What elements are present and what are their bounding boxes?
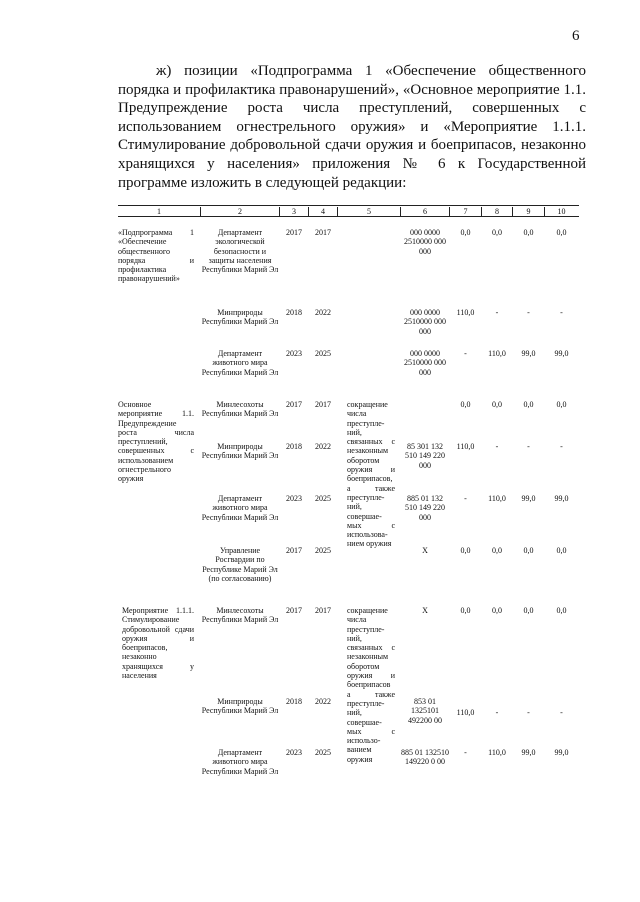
- row-value-7: 110,0: [456, 708, 475, 717]
- row-year-end: 2022: [315, 442, 331, 451]
- row-value-9: 0,0: [523, 606, 534, 615]
- row-value-8: -: [495, 442, 499, 451]
- col-header-4: 4: [321, 207, 325, 216]
- row-value-8: 110,0: [488, 349, 506, 358]
- col-header-6: 6: [423, 207, 427, 216]
- row-value-9: -: [527, 442, 530, 451]
- row-year-start: 2018: [286, 697, 302, 706]
- row-value-8: 110,0: [488, 748, 506, 757]
- row-budget-code: 885 01 132510 149220 0 00: [401, 748, 449, 767]
- row-value-7: -: [464, 494, 467, 503]
- row-name-meropriyatie: Мероприятие 1.1.1. Стимулирование добровольной сдачи оружия и боеприпасов, незаконно хранящихся у населения: [122, 606, 194, 681]
- row-executor: Департамент животного мира Республики Марий Эл: [201, 494, 279, 522]
- row-value-9: -: [527, 308, 530, 317]
- row-value-10: -: [560, 442, 563, 451]
- row-value-9: 0,0: [523, 228, 534, 237]
- row-executor: Минприроды Республики Марий Эл: [201, 697, 279, 716]
- row-value-7: 0,0: [460, 606, 471, 615]
- row-budget-code: 000 0000 2510000 000 000: [404, 228, 446, 256]
- row-value-8: -: [495, 708, 499, 717]
- row-year-end: 2022: [315, 308, 331, 317]
- row-value-9: 99,0: [521, 349, 536, 358]
- row-value-10: 99,0: [554, 494, 569, 503]
- row-value-8: 0,0: [492, 546, 502, 555]
- row-value-8: 110,0: [488, 494, 506, 503]
- page-number: 6: [572, 28, 580, 44]
- row-year-end: 2025: [315, 349, 331, 358]
- row-value-8: 0,0: [492, 400, 502, 409]
- row-value-7: 110,0: [456, 308, 475, 317]
- row-executor: Минприроды Республики Марий Эл: [201, 308, 279, 327]
- intro-text: [118, 62, 586, 192]
- row-value-8: 0,0: [492, 228, 502, 237]
- row-value-10: 99,0: [554, 349, 569, 358]
- intro-paragraph: ж) позиции «Подпрограмма 1 «Обеспечение общественного порядка и профилактика правонарушений», «Основное мероприятие 1.1. Предупреждение роста числа преступлений, совершенных с использованием огнестрельного оружия» и «Мероприятие 1.1.1. Стимулирование добровольной сдачи оружия и боеприпасов, незаконно хранящихся у населения» приложения № 6 к Государственной программе изложить в следующей редакции:: [118, 63, 586, 191]
- row-year-start: 2017: [286, 546, 302, 555]
- row-value-8: -: [495, 308, 499, 317]
- row-value-9: 99,0: [521, 494, 536, 503]
- row-value-10: 0,0: [556, 546, 567, 555]
- row-value-8: 0,0: [492, 606, 502, 615]
- row-budget-code: 85 301 132 510 149 220 000: [405, 442, 445, 470]
- row-year-end: 2017: [315, 400, 331, 409]
- row-budget-code: X: [422, 606, 428, 615]
- col-header-3: 3: [292, 207, 296, 216]
- row-target-indicator: сокращение числа преступле- ний, связанных с незаконным оборотом оружия и боеприпасов, а также преступле- ний, совершае- мых с использова- нием оружия: [347, 400, 395, 549]
- row-value-7: 110,0: [456, 442, 475, 451]
- row-year-start: 2017: [286, 400, 302, 409]
- row-value-9: 0,0: [523, 400, 534, 409]
- row-value-9: -: [527, 708, 530, 717]
- row-year-start: 2023: [286, 349, 302, 358]
- row-value-7: -: [464, 748, 467, 757]
- row-executor: Департамент экологической безопасности и защиты населения Республики Марий Эл: [201, 228, 279, 275]
- col-header-10: 10: [557, 207, 566, 216]
- col-header-9: 9: [526, 207, 531, 216]
- row-year-end: 2025: [315, 546, 331, 555]
- row-target-indicator: сокращение числа преступле- ний, связанных с незаконным оборотом оружия и боеприпасов а также преступле- ний, совершае- мых с использо- ванием оружия: [347, 606, 395, 764]
- row-value-10: 0,0: [556, 400, 567, 409]
- table-top-rule: [118, 205, 579, 206]
- row-value-9: 0,0: [523, 546, 534, 555]
- row-year-start: 2023: [286, 494, 302, 503]
- row-year-start: 2018: [286, 442, 302, 451]
- table-header-row: [118, 207, 579, 217]
- row-year-end: 2025: [315, 494, 331, 503]
- col-header-8: 8: [495, 207, 499, 216]
- row-value-7: -: [464, 349, 467, 358]
- row-budget-code: X: [422, 546, 428, 555]
- col-header-5: 5: [367, 207, 371, 216]
- col-header-1: 1: [157, 207, 161, 216]
- row-value-10: 0,0: [556, 228, 567, 237]
- row-budget-code: 885 01 132 510 149 220 000: [405, 494, 445, 522]
- row-year-end: 2025: [315, 748, 331, 757]
- row-executor: Минприроды Республики Марий Эл: [201, 442, 279, 461]
- row-value-7: 0,0: [460, 546, 471, 555]
- row-year-start: 2017: [286, 606, 302, 615]
- row-executor: Минлесохоты Республики Марий Эл: [201, 400, 279, 419]
- row-value-7: 0,0: [460, 400, 471, 409]
- row-executor: Управление Росгвардии по Республике Марий Эл (по согласованию): [202, 546, 278, 583]
- row-value-7: 0,0: [460, 228, 471, 237]
- row-year-start: 2023: [286, 748, 302, 757]
- row-value-10: -: [560, 308, 563, 317]
- row-value-10: -: [560, 708, 563, 717]
- row-year-start: 2017: [286, 228, 302, 237]
- row-value-10: 0,0: [556, 606, 567, 615]
- row-name-podprogramma: «Подпрограмма 1 «Обеспечение общественного порядка и профилактика правонарушений»: [118, 228, 194, 284]
- col-header-7: 7: [463, 207, 468, 216]
- row-budget-code: 000 0000 2510000 000 000: [404, 349, 446, 377]
- row-budget-code: 000 0000 2510000 000 000: [404, 308, 446, 336]
- row-executor: Департамент животного мира Республики Марий Эл: [201, 748, 279, 776]
- row-name-osnovnoe-meropriyatie: Основное мероприятие 1.1. Предупреждение роста числа преступлений, совершенных с использованием огнестрельного оружия: [118, 400, 194, 484]
- row-executor: Минлесохоты Республики Марий Эл: [201, 606, 279, 625]
- row-executor: Департамент животного мира Республики Марий Эл: [201, 349, 279, 377]
- row-year-end: 2017: [315, 606, 331, 615]
- row-year-end: 2017: [315, 228, 331, 237]
- row-year-end: 2022: [315, 697, 331, 706]
- row-value-9: 99,0: [521, 748, 536, 757]
- row-year-start: 2018: [286, 308, 302, 317]
- col-header-2: 2: [238, 207, 242, 216]
- row-value-10: 99,0: [554, 748, 569, 757]
- row-budget-code: 853 01 1325101 492200 00: [408, 697, 442, 725]
